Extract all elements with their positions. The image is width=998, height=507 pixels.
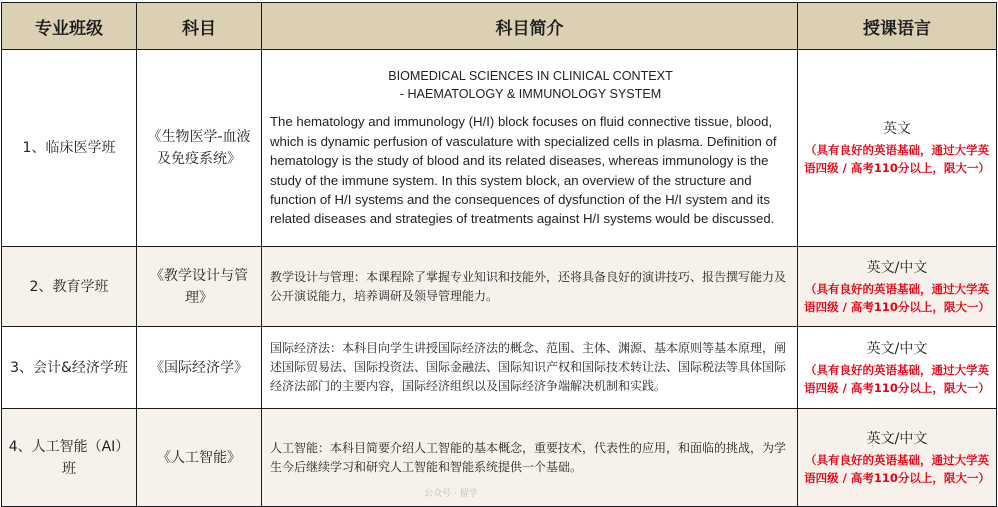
watermark: 公众号 · 留学 [424,489,478,499]
intro-text: 教学设计与管理：本课程除了掌握专业知识和技能外，还将具备良好的演讲技巧、报告撰写能力及公开演说能力，培养调研及领导管理能力。 [270,269,787,303]
intro-text: 国际经济法：本科目向学生讲授国际经济法的概念、范围、主体、渊源、基本原则等基本原理，阐述国际贸易法、国际投资法、国际金融法、国际知识产权和国际技术转让法、国际税法等具体国际经济法部门的主要内容，国际经济组织以及国际经济争端解决机制和实践。 [270,341,787,393]
table-header-row [2,3,997,50]
language-cell [798,327,997,409]
table-row [2,409,997,507]
language-value: 英文/中文 [866,430,928,447]
language-requirement: （具有良好的英语基础，通过大学英语四级 / 高考110分以上，限大一） [804,362,990,395]
language-cell [798,50,997,247]
language-requirement: （具有良好的英语基础，通过大学英语四级 / 高考110分以上，限大一） [804,143,990,175]
course-table [1,2,997,507]
course-title-line2: - HAEMATOLOGY & IMMUNOLOGY SYSTEM [399,87,662,102]
major-cell: 2、教育学班 [2,247,137,327]
subject-cell: 《教学设计与管理》 [137,247,262,327]
intro-cell [262,409,798,507]
intro-cell [262,50,798,247]
major-cell: 3、会计&经济学班 [2,327,137,409]
subject-cell: 《人工智能》 [137,409,262,507]
language-cell [798,247,997,327]
language-cell [798,409,997,507]
table-row [2,327,997,409]
table-row [2,247,997,327]
header-subject: 科目 [137,3,262,50]
header-major: 专业班级 [2,3,137,50]
table-row [2,50,997,247]
header-intro: 科目简介 [262,3,798,50]
course-title-line1: BIOMEDICAL SCIENCES IN CLINICAL CONTEXT [388,69,673,84]
language-requirement: （具有良好的英语基础，通过大学英语四级 / 高考110分以上，限大一） [804,452,990,485]
subject-cell: 《国际经济学》 [137,327,262,409]
intro-cell [262,247,798,327]
language-value: 英文/中文 [866,259,928,276]
intro-cell [262,327,798,409]
major-cell: 1、临床医学班 [2,50,137,247]
language-value: 英文/中文 [866,340,928,357]
header-language: 授课语言 [798,3,997,50]
intro-text: The hematology and immunology (H/I) block focuses on fluid connective tissue, blood, which is dynamic perfusion of vasculature with specialized cells in plasma. Definition of hematology is the study of blood and its related diseases, whereas immunology is the study of the immune system. In this system block, an overview of the structure and function of H/I systems and the consequences of dysfunction of the H/I system and its related diseases and strategies of treatments against H/I systems would be discussed. [270,114,777,227]
intro-text: 人工智能：本科目简要介绍人工智能的基本概念，重要技术，代表性的应用，和面临的挑战，为学生今后继续学习和研究人工智能和智能系统提供一个基础。 [270,440,787,474]
subject-cell: 《生物医学-血液及免疫系统》 [137,50,262,247]
major-cell: 4、人工智能（AI）班 [2,409,137,507]
language-requirement: （具有良好的英语基础，通过大学英语四级 / 高考110分以上，限大一） [804,281,990,314]
language-value: 英文 [883,121,911,137]
